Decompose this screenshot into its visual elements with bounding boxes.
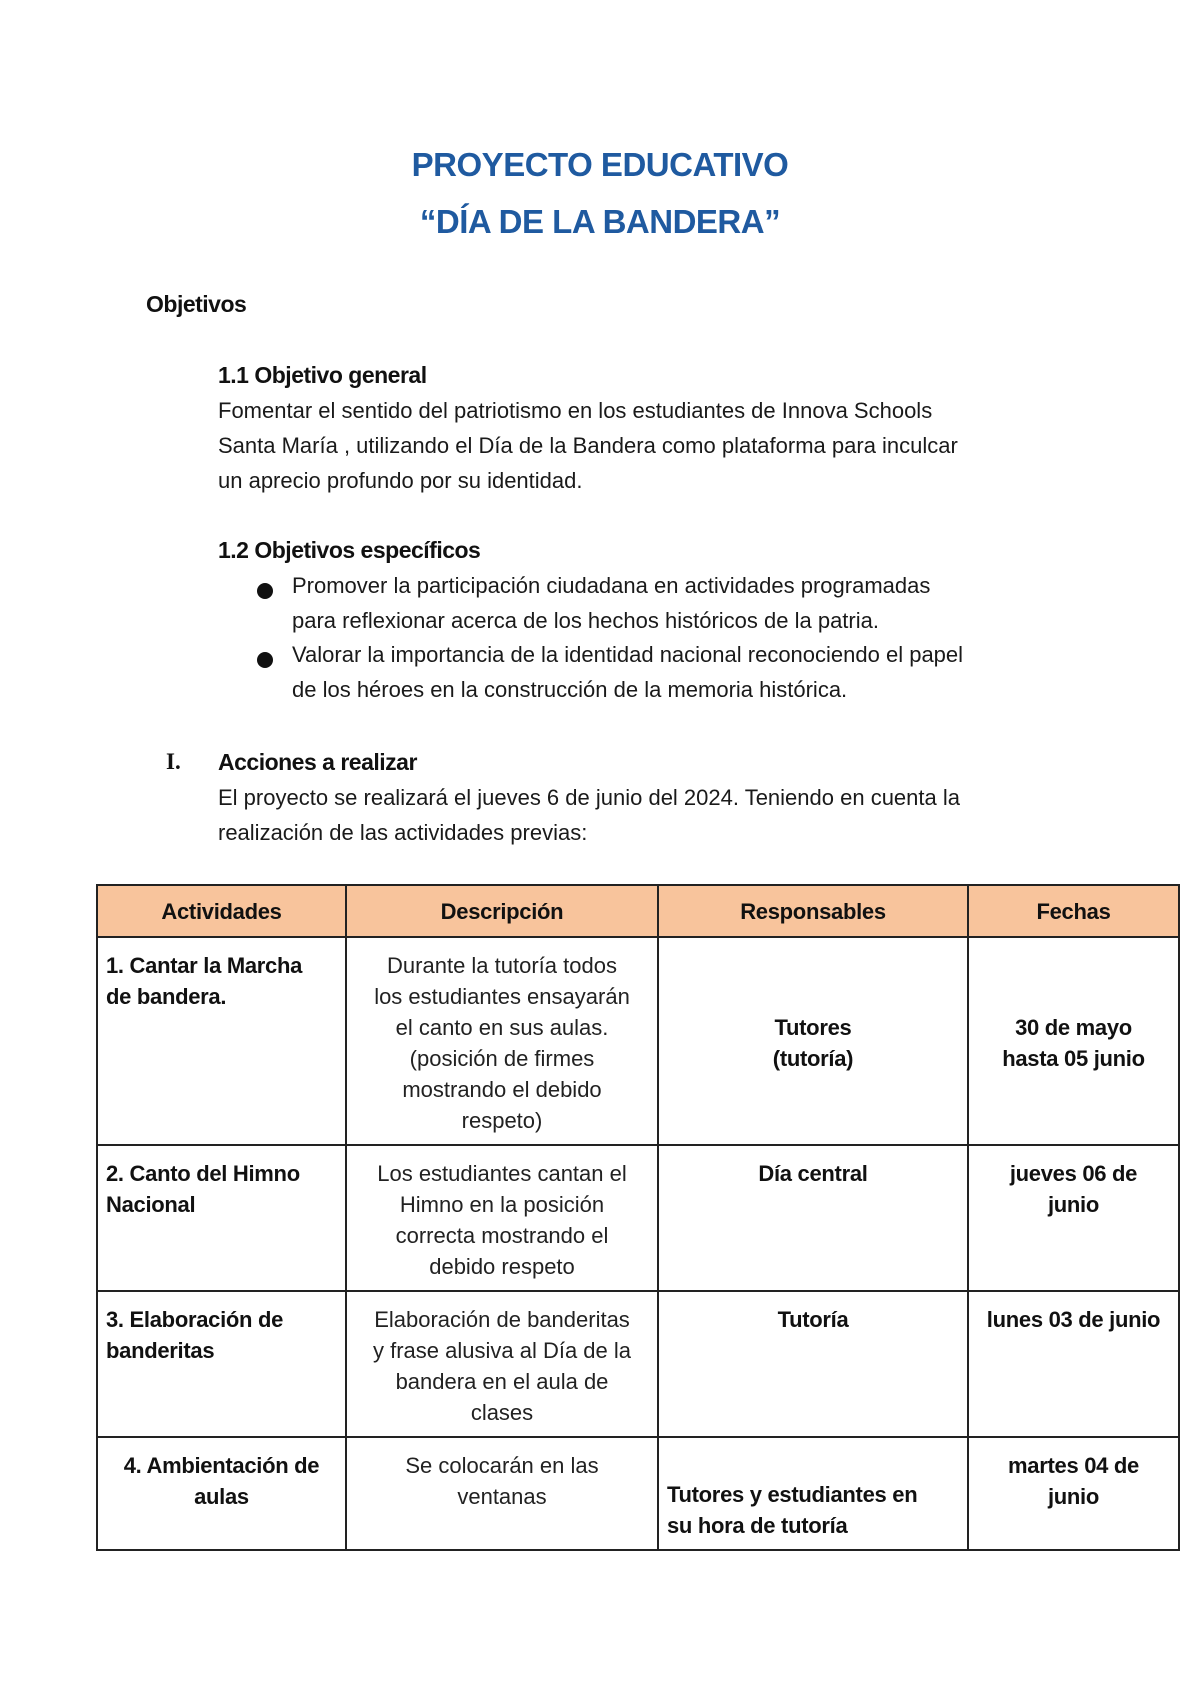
table-header-row <box>97 885 1179 937</box>
objetivo-general-line: un aprecio profundo por su identidad. <box>218 468 583 493</box>
bullet-line: para reflexionar acerca de los hechos históricos de la patria. <box>292 608 879 633</box>
bullet-icon <box>257 652 273 668</box>
table-row <box>97 1291 1179 1437</box>
cell-actividad: 1. Cantar la Marcha de bandera. <box>97 937 346 1145</box>
bullet-item <box>292 568 930 638</box>
objetivo-general-line: Santa María , utilizando el Día de la Bandera como plataforma para inculcar <box>218 433 958 458</box>
cell-descripcion: Elaboración de banderitas y frase alusiva al Día de la bandera en el aula de clases <box>346 1291 658 1437</box>
objetivo-general-text <box>218 393 958 498</box>
table-row <box>97 1437 1179 1550</box>
cell-responsables: Día central <box>658 1145 968 1291</box>
cell-descripcion: Se colocarán en las ventanas <box>346 1437 658 1550</box>
column-header-actividades: Actividades <box>97 885 346 937</box>
objetivos-especificos-heading: 1.2 Objetivos específicos <box>218 537 481 563</box>
bullet-item <box>292 637 963 707</box>
column-header-fechas: Fechas <box>968 885 1179 937</box>
cell-descripcion: Durante la tutoría todos los estudiantes ensayarán el canto en sus aulas. (posición de firmes mostrando el debido respeto) <box>346 937 658 1145</box>
cell-fechas: 30 de mayo hasta 05 junio <box>968 937 1179 1145</box>
bullet-line: Promover la participación ciudadana en actividades programadas <box>292 573 931 598</box>
table-row <box>97 937 1179 1145</box>
cell-fechas: martes 04 de junio <box>968 1437 1179 1550</box>
acciones-line: realización de las actividades previas: <box>218 820 588 845</box>
cell-descripcion: Los estudiantes cantan el Himno en la posición correcta mostrando el debido respeto <box>346 1145 658 1291</box>
acciones-text <box>218 780 960 850</box>
bullet-line: de los héroes en la construcción de la memoria histórica. <box>292 677 848 702</box>
bullet-line: Valorar la importancia de la identidad nacional reconociendo el papel <box>292 642 964 667</box>
cell-fechas: lunes 03 de junio <box>968 1291 1179 1437</box>
cell-responsables: Tutores (tutoría) <box>658 937 968 1145</box>
table-row <box>97 1145 1179 1291</box>
column-header-responsables: Responsables <box>658 885 968 937</box>
cell-actividad: 2. Canto del Himno Nacional <box>97 1145 346 1291</box>
acciones-heading: Acciones a realizar <box>218 749 417 775</box>
objetivo-general-line: Fomentar el sentido del patriotismo en los estudiantes de Innova Schools <box>218 398 933 423</box>
acciones-line: El proyecto se realizará el jueves 6 de junio del 2024. Teniendo en cuenta la <box>218 785 960 810</box>
section-objetivos-heading: Objetivos <box>146 291 247 317</box>
objetivo-general-heading: 1.1 Objetivo general <box>218 362 427 388</box>
section-numeral: I. <box>166 749 181 774</box>
cell-actividad: 4. Ambientación de aulas <box>97 1437 346 1550</box>
cell-actividad: 3. Elaboración de banderitas <box>97 1291 346 1437</box>
column-header-descripcion: Descripción <box>346 885 658 937</box>
cell-fechas: jueves 06 de junio <box>968 1145 1179 1291</box>
cell-responsables: Tutores y estudiantes en su hora de tutoría <box>658 1437 968 1550</box>
cell-responsables: Tutoría <box>658 1291 968 1437</box>
bullet-icon <box>257 583 273 599</box>
document-title: PROYECTO EDUCATIVO <box>411 146 789 183</box>
activities-table <box>96 884 1180 1551</box>
document-subtitle: “DÍA DE LA BANDERA” <box>419 203 781 240</box>
